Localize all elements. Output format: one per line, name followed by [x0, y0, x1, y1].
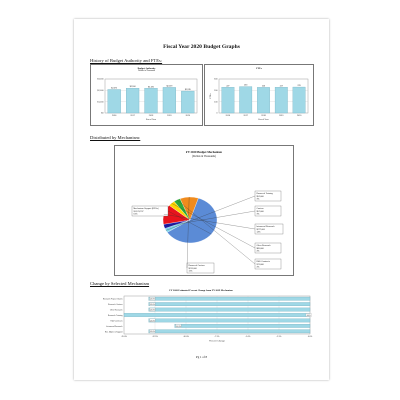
- y-tick-label: Other Research: [109, 309, 123, 312]
- bar: [275, 87, 287, 113]
- pie-slice-value: $57,000: [256, 210, 264, 213]
- pie-slice-pct: 3%: [256, 198, 260, 201]
- mechanism-pie-box: [114, 145, 294, 276]
- x-tick-label: 2020: [296, 115, 302, 117]
- bar-value-label: $2,181: [148, 86, 154, 89]
- x-tick-label: -7.5%: [214, 336, 220, 338]
- document-page: [74, 19, 329, 380]
- x-tick-label: -2.5%: [276, 336, 282, 338]
- bar-value-label: -13.0%: [149, 310, 155, 312]
- y-tick-label: Intramural Research: [106, 325, 123, 328]
- bar: [222, 87, 234, 113]
- y-tick-label: $0: [101, 112, 104, 115]
- percent-change-title: FY 2020 Estimated Percent Change from FY 2019 Mechanism: [169, 289, 233, 292]
- bar: [149, 302, 310, 305]
- bar: [149, 319, 310, 322]
- mechanism-pie-chart: [115, 146, 293, 275]
- pie-slice-value: $85,000: [256, 247, 264, 250]
- bar: [239, 84, 251, 113]
- bar-value-label: 227: [279, 85, 283, 88]
- bar: [257, 87, 269, 113]
- y-axis-label: FTEs: [210, 93, 212, 99]
- bar-value-label: -13.0%: [149, 321, 155, 323]
- bar-value-label: -13.0%: [149, 299, 155, 301]
- y-tick-label: 200: [214, 90, 218, 93]
- budget-authority-title: Budget Authority: [137, 67, 156, 70]
- x-tick-label: 2016: [225, 115, 231, 117]
- pie-slice-pct: 4%: [256, 250, 260, 253]
- bar: [293, 87, 305, 113]
- budget-authority-chart-box: [90, 64, 203, 126]
- y-tick-label: $2,000: [97, 90, 104, 93]
- x-tick-label: -5.0%: [245, 336, 251, 338]
- pie-slice-pct: 11%: [188, 270, 193, 273]
- bar-value-label: $1,935: [184, 89, 191, 92]
- fte-bar-chart: [205, 65, 313, 125]
- y-tick-label: Res. Mgmt. & Support: [104, 331, 123, 334]
- bar: [145, 88, 158, 113]
- y-tick-label: $1,000: [97, 101, 104, 104]
- y-tick-label: 100: [214, 101, 218, 104]
- percent-change-chart-area: [88, 289, 314, 349]
- y-tick-label: 300: [214, 78, 218, 81]
- pie-slice-value: $277,000: [256, 228, 265, 231]
- pie-slice-value: $211,000: [188, 267, 197, 270]
- bar: [124, 313, 310, 316]
- pie-slice-value: $71,000: [256, 263, 264, 266]
- bar-value-label: -10.9%: [175, 326, 181, 328]
- pie-slice-label: R&D Contracts: [256, 261, 270, 263]
- bar-value-label: 226: [261, 85, 266, 88]
- bar: [181, 91, 194, 113]
- bar: [108, 89, 121, 113]
- x-tick-label: 2019: [167, 115, 172, 117]
- pie-slice-label: Intramural Research: [256, 226, 275, 228]
- x-tick-label: 2019: [279, 115, 284, 117]
- bar-value-label: -13.0%: [149, 305, 155, 307]
- pie-slice-label: Mechanism Support (RPGs): [133, 208, 159, 210]
- percent-change-bar-chart: [88, 289, 314, 349]
- section-heading-mechanism: Distributed by Mechanism:: [90, 135, 141, 140]
- pie-subtitle: (Dollars in Thousands): [192, 155, 216, 158]
- pie-slice-value: $1,123,737: [133, 210, 144, 213]
- x-axis-label: Percent Change: [209, 340, 225, 343]
- fte-chart-title: FTEs: [256, 67, 262, 70]
- bar-value-label: -13.0%: [149, 332, 155, 334]
- x-tick-label: -10.0%: [183, 336, 189, 338]
- bar-value-label: 229: [297, 85, 301, 88]
- x-tick-label: 2020: [185, 115, 191, 117]
- bar: [163, 87, 176, 113]
- x-tick-label: 2016: [111, 115, 117, 117]
- bar: [149, 308, 310, 311]
- x-tick-label: -12.5%: [152, 336, 158, 338]
- pie-slice-pct: 14%: [256, 231, 261, 234]
- pie-slice-pct: 4%: [256, 266, 260, 269]
- pie-slice-label: Research Centers: [188, 265, 205, 267]
- pie-slice-label: Centers: [256, 208, 264, 210]
- bar-value-label: $2,184: [129, 86, 136, 89]
- pie-slice-pct: 3%: [256, 213, 260, 216]
- pie-slice-label: Research Training: [256, 193, 273, 195]
- budget-authority-bar-chart: [91, 65, 202, 125]
- bar: [149, 330, 310, 333]
- bar-value-label: $2,075: [111, 87, 118, 90]
- budget-authority-subtitle: Dollars in Thousands: [137, 70, 156, 72]
- bar: [126, 88, 139, 113]
- y-tick-label: 0: [216, 112, 218, 115]
- x-tick-label: 0.0%: [307, 336, 313, 338]
- y-tick-label: R&D Contracts: [110, 320, 123, 323]
- x-tick-label: 2018: [148, 115, 154, 117]
- page-title: Fiscal Year 2020 Budget Graphs: [163, 44, 240, 50]
- y-tick-label: $3,000: [97, 78, 104, 81]
- y-tick-label: Research Centers: [108, 304, 123, 307]
- bar-value-label: 227: [226, 85, 230, 88]
- bar: [175, 324, 310, 327]
- y-tick-label: Research Training: [107, 315, 123, 318]
- x-tick-label: -15.0%: [121, 336, 127, 338]
- x-axis-label: Fiscal Year: [145, 119, 157, 121]
- pie-slice-pct: 61%: [133, 213, 138, 216]
- bar-value-label: 0.0%: [306, 315, 311, 317]
- bar: [149, 297, 310, 300]
- section-heading-change: Change by Selected Mechanism: [90, 281, 150, 286]
- pie-slice-label: Other Research: [256, 245, 271, 247]
- x-axis-label: Fiscal Year: [258, 119, 269, 121]
- y-tick-label: Research Project Grants: [102, 298, 123, 301]
- pie-title: FY 2020 Budget Mechanism: [185, 150, 223, 154]
- x-tick-label: 2017: [130, 115, 135, 117]
- x-tick-label: 2017: [243, 115, 248, 117]
- bar-value-label: $2,259: [166, 85, 173, 88]
- pie-slice-value: $52,000: [256, 195, 264, 198]
- bar-value-label: 233: [244, 84, 248, 87]
- x-tick-label: 2018: [261, 115, 266, 117]
- section-heading-history: History of Budget Authority and FTEs:: [90, 58, 163, 63]
- page-number: Pg 1 of 8: [196, 355, 207, 359]
- fte-chart-box: [204, 64, 314, 126]
